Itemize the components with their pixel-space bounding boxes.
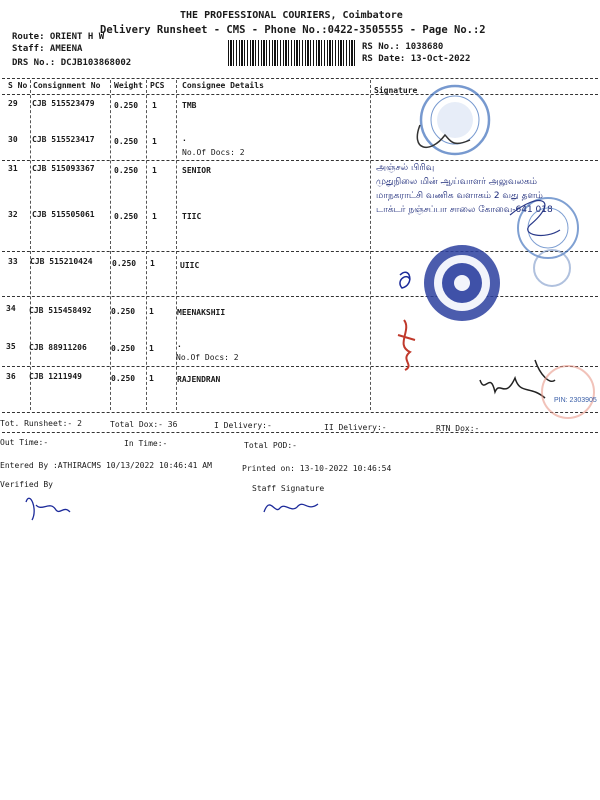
row-docs-note: No.Of Docs: 2 [182, 148, 245, 157]
row-weight: 0.250 [112, 259, 137, 268]
rs-date: RS Date: 13-Oct-2022 [362, 54, 471, 64]
row-weight: 0.250 [111, 307, 136, 316]
staff-signature-mark [264, 504, 318, 512]
row-consignment-no: CJB 515523479 [32, 99, 95, 108]
tot-runsheet: Tot. Runsheet:- 2 [0, 419, 82, 428]
row-consignee: MEENAKSHII [177, 308, 226, 317]
row-pcs: 1 [152, 137, 157, 146]
total-dox: Total Dox:- 36 [110, 420, 178, 429]
col-sno: S No [8, 81, 28, 90]
stamp-text-line: முதுநிலை மின் ஆய்வாளர் அலுவலகம் [376, 177, 538, 187]
row-sno: 29 [8, 99, 18, 108]
row-pcs: 1 [149, 307, 154, 316]
row-consignee: . [177, 340, 182, 349]
row-pcs: 1 [152, 101, 157, 110]
col-weight: Weight [114, 81, 143, 90]
row-weight: 0.250 [114, 212, 139, 221]
row-consignee: TMB [182, 101, 197, 110]
in-time: In Time:- [124, 439, 168, 448]
official-seal [424, 245, 500, 321]
footer-rule [2, 432, 598, 433]
row-weight: 0.250 [111, 344, 136, 353]
signature-mark [480, 360, 555, 398]
staff-label: Staff: AMEENA [12, 44, 83, 54]
total-pod: Total POD:- [244, 441, 297, 450]
row-consignee: . [182, 134, 187, 143]
stamp-text-line: மாநகராட்சி வணிக வளாகம் 2 வது தளம் [376, 191, 543, 201]
row-weight: 0.250 [114, 137, 139, 146]
row-consignee: TIIC [182, 212, 202, 221]
route-label: Route: ORIENT H W [12, 32, 105, 42]
row-consignee: SENIOR [182, 166, 211, 175]
row-consignee: UIIC [180, 261, 200, 270]
round-stamp [542, 366, 594, 418]
row-pcs: 1 [149, 344, 154, 353]
stamp-text-line: அஞ்சல் பிரிவு [376, 163, 435, 173]
row-pcs: 1 [149, 374, 154, 383]
row-sno: 33 [8, 257, 18, 266]
row-weight: 0.250 [114, 166, 139, 175]
round-stamp [534, 250, 570, 286]
row-consignment-no: CJB 515093367 [32, 164, 95, 173]
row-consignee: RAJENDRAN [177, 375, 221, 384]
row-sno: 36 [6, 372, 16, 381]
row-sno: 35 [6, 342, 16, 351]
red-signature [398, 320, 415, 370]
col-consignment: Consignment No [33, 81, 101, 90]
row-weight: 0.250 [114, 101, 139, 110]
rs-number: RS No.: 1038680 [362, 42, 444, 52]
company-line: THE PROFESSIONAL COURIERS, Coimbatore [180, 10, 403, 21]
row-consignment-no: CJB 1211949 [29, 372, 82, 381]
col-consignee: Consignee Details [182, 81, 264, 90]
staff-signature-label: Staff Signature [252, 484, 325, 493]
printed-on: Printed on: 13-10-2022 10:46:54 [242, 464, 392, 473]
i-delivery: I Delivery:- [214, 421, 272, 430]
ii-delivery: II Delivery:- [324, 423, 387, 432]
col-signature: Signature [374, 86, 418, 95]
out-time: Out Time:- [0, 438, 49, 447]
stamp-text-line: டாக்டர் நஞ்சப்பா சாலை கோவை-641 018 [376, 205, 553, 215]
row-sno: 30 [8, 135, 18, 144]
row-pcs: 1 [152, 212, 157, 221]
row-docs-note: No.Of Docs: 2 [176, 353, 239, 362]
row-sno: 34 [6, 304, 16, 313]
row-consignment-no: CJB 515523417 [32, 135, 95, 144]
verified-by: Verified By [0, 480, 53, 489]
row-consignment-no: CJB 515505061 [32, 210, 95, 219]
rtn-dox: RTN Dox:- [436, 424, 480, 433]
row-weight: 0.250 [111, 374, 136, 383]
row-consignment-no: CJB 515210424 [30, 257, 93, 266]
row-sno: 31 [8, 164, 18, 173]
entered-by: Entered By :ATHIRACMS 10/13/2022 10:46:41 AM [0, 461, 212, 470]
row-pcs: 1 [150, 259, 155, 268]
row-consignment-no: CJB 515458492 [29, 306, 92, 315]
row-consignment-no: CJB 88911206 [29, 343, 87, 352]
stamp-pin: PIN: 2303905 [554, 397, 597, 404]
col-pcs: PCS [150, 81, 165, 90]
title-line: Delivery Runsheet - CMS - Phone No.:0422-3505555 - Page No.:2 [100, 24, 486, 36]
drs-number: DRS No.: DCJB103868002 [12, 58, 132, 68]
verified-signature [26, 498, 70, 520]
row-pcs: 1 [152, 166, 157, 175]
row-sno: 32 [8, 210, 18, 219]
